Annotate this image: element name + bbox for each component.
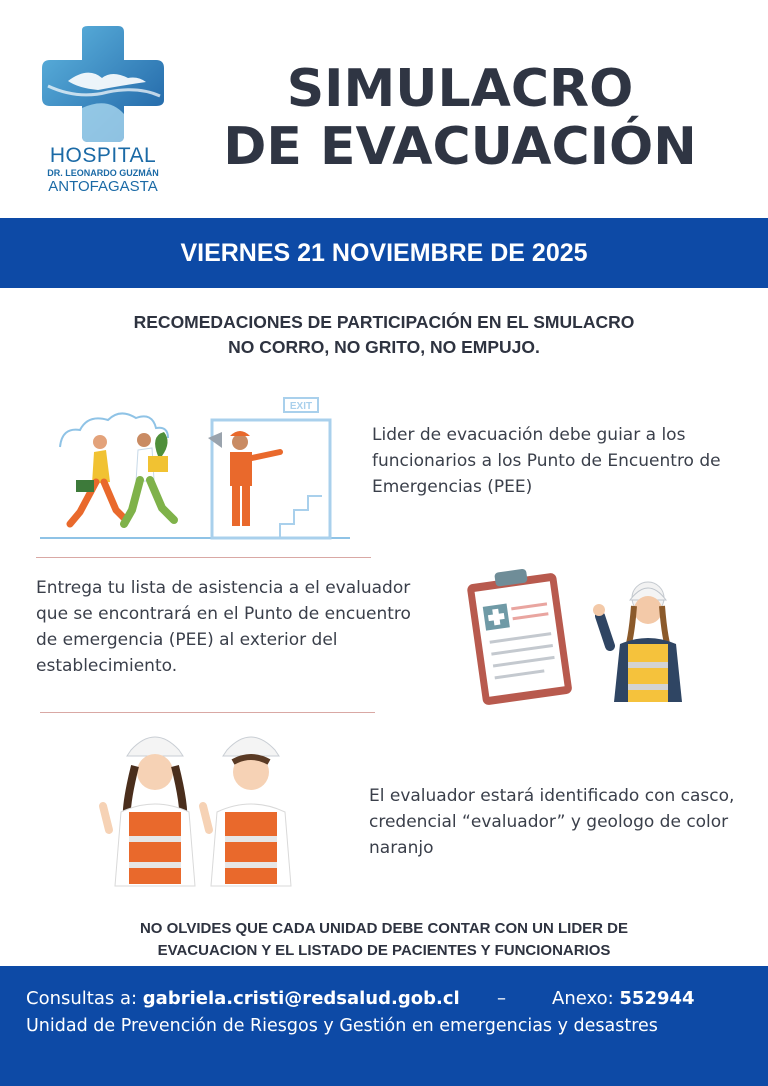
- title-line-2: DE EVACUACIÓN: [223, 117, 697, 177]
- reminder-note: [70, 918, 698, 962]
- logo-city-text: ANTOFAGASTA: [48, 178, 158, 195]
- footer-unit-name: Unidad de Prevención de Riesgos y Gestión en emergencias y desastres: [26, 1016, 658, 1036]
- reminder-line-1: NO OLVIDES QUE CADA UNIDAD DEBE CONTAR CON UN LIDER DE: [139, 920, 629, 937]
- anexo-label: Anexo:: [552, 988, 620, 1009]
- consultas-label: Consultas a:: [26, 988, 143, 1009]
- section-divider: [40, 712, 375, 713]
- date-text: VIERNES 21 NOVIEMBRE DE 2025: [180, 238, 588, 267]
- logo-doctor-text: DR. LEONARDO GUZMÁN: [47, 168, 159, 178]
- hospital-logo: [28, 26, 178, 201]
- page-title: [180, 60, 740, 176]
- contact-email-link[interactable]: gabriela.cristi@redsalud.gob.cl: [142, 988, 460, 1009]
- section-1-text: Lider de evacuación debe guiar a los funcionarios a los Punto de Encuentro de Emergencias (PEE): [372, 425, 721, 497]
- recommendations-line-1: RECOMEDACIONES DE PARTICIPACIÓN EN EL SMULACRO: [133, 312, 635, 332]
- section-3-text: El evaluador estará identificado con casco, credencial “evaluador” y geologo de color naranjo: [369, 786, 735, 858]
- footer-contact-line: [26, 988, 460, 1009]
- section-divider: [36, 557, 371, 558]
- contact-footer: [0, 966, 768, 1086]
- hospital-cross-icon: [38, 26, 168, 144]
- section-2-text: Entrega tu lista de asistencia a el evaluador que se encontrará en el Punto de encuentro de emergencia (PEE) al exterior del establecimiento.: [36, 578, 411, 676]
- evaluators-illustration: [95, 726, 315, 891]
- recommendations-heading: [60, 310, 708, 360]
- title-line-1: SIMULACRO: [286, 59, 634, 119]
- footer-anexo: [552, 988, 695, 1009]
- exit-sign-text: EXIT: [289, 401, 313, 412]
- anexo-number: 552944: [619, 988, 695, 1009]
- evacuation-leader-illustration: [40, 392, 360, 542]
- logo-hospital-text: HOSPITAL: [49, 144, 157, 167]
- reminder-line-2: EVACUACION Y EL LISTADO DE PACIENTES Y FUNCIONARIOS: [157, 942, 611, 959]
- footer-separator: –: [497, 988, 506, 1009]
- recommendations-line-2: NO CORRO, NO GRITO, NO EMPUJO.: [228, 337, 540, 357]
- date-banner: [0, 218, 768, 288]
- clipboard-worker-illustration: [460, 562, 700, 712]
